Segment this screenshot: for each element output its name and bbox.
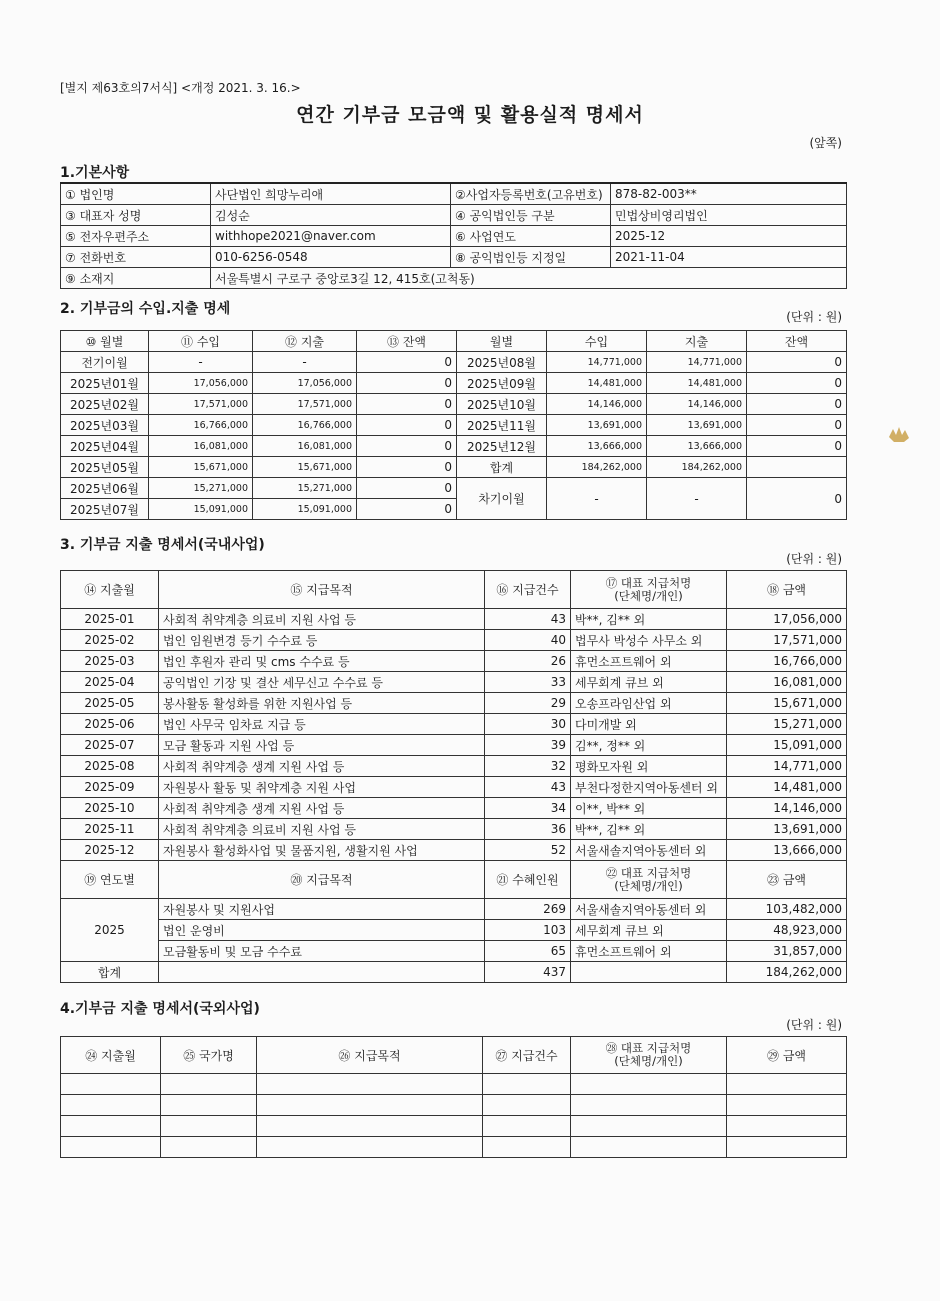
table-cell: 세무회계 큐브 외 xyxy=(571,920,727,941)
table-cell: 14,481,000 xyxy=(647,373,747,394)
empty-cell xyxy=(727,1074,847,1095)
field-label: ① 법인명 xyxy=(61,183,211,205)
carry-cell: - xyxy=(647,478,747,520)
income-expense-table xyxy=(60,330,847,520)
table-cell: 0 xyxy=(747,394,847,415)
field-value: 2025-12 xyxy=(611,226,847,247)
table-cell: 2025-08 xyxy=(61,756,159,777)
table-cell: 17,056,000 xyxy=(149,373,253,394)
empty-cell xyxy=(727,1137,847,1158)
table-cell: 0 xyxy=(357,478,457,499)
table-cell: 13,666,000 xyxy=(727,840,847,861)
overseas-header-row xyxy=(61,1037,847,1074)
table-cell: 0 xyxy=(357,352,457,373)
table-cell: 서울새솔지역아동센터 외 xyxy=(571,899,727,920)
table-cell: 사회적 취약계층 의료비 지원 사업 등 xyxy=(159,819,485,840)
table-cell: 15,671,000 xyxy=(149,457,253,478)
table-cell: 16,081,000 xyxy=(149,436,253,457)
table-cell: 2025년04월 xyxy=(61,436,149,457)
income-row xyxy=(61,373,847,394)
overseas-expense-table xyxy=(60,1036,847,1158)
table-cell: 2025-07 xyxy=(61,735,159,756)
column-header: ⑬ 잔액 xyxy=(357,331,457,352)
table-cell: 15,271,000 xyxy=(253,478,357,499)
table-cell: 43 xyxy=(485,609,571,630)
table-cell: 2025-01 xyxy=(61,609,159,630)
domestic-row xyxy=(61,714,847,735)
table-cell xyxy=(747,457,847,478)
income-row xyxy=(61,415,847,436)
table-cell: 17,571,000 xyxy=(727,630,847,651)
empty-cell xyxy=(61,1095,161,1116)
table-cell: 0 xyxy=(357,457,457,478)
table-cell: 184,262,000 xyxy=(647,457,747,478)
field-value: 2021-11-04 xyxy=(611,247,847,268)
table-cell: 법인 사무국 임차료 지급 등 xyxy=(159,714,485,735)
table-cell: 2025년10월 xyxy=(457,394,547,415)
table-cell: 사회적 취약계층 의료비 지원 사업 등 xyxy=(159,609,485,630)
column-header: 월별 xyxy=(457,331,547,352)
field-label: ⑧ 공익법인등 지정일 xyxy=(451,247,611,268)
field-value: 010-6256-0548 xyxy=(211,247,451,268)
table-cell: 사회적 취약계층 생계 지원 사업 등 xyxy=(159,756,485,777)
field-value: 김성순 xyxy=(211,205,451,226)
domestic-row xyxy=(61,672,847,693)
domestic-header-row xyxy=(61,861,847,899)
table-cell: 13,666,000 xyxy=(547,436,647,457)
table-cell: 14,481,000 xyxy=(547,373,647,394)
basic-info-table xyxy=(60,182,847,289)
table-cell: 전기이월 xyxy=(61,352,149,373)
table-cell: 2025년08월 xyxy=(457,352,547,373)
empty-cell xyxy=(61,1074,161,1095)
table-cell: 15,671,000 xyxy=(727,693,847,714)
overseas-unit: (단위 : 원) xyxy=(786,1018,842,1032)
domestic-row xyxy=(61,609,847,630)
field-value: withhope2021@naver.com xyxy=(211,226,451,247)
table-cell: 2025-11 xyxy=(61,819,159,840)
domestic-row xyxy=(61,777,847,798)
field-label: ⑥ 사업연도 xyxy=(451,226,611,247)
column-header: ㉑ 수혜인원 xyxy=(485,861,571,899)
basic-info-row xyxy=(61,205,847,226)
table-cell: 36 xyxy=(485,819,571,840)
overseas-empty-row xyxy=(61,1116,847,1137)
empty-cell xyxy=(571,1074,727,1095)
page-side-label: (앞쪽) xyxy=(809,136,842,150)
table-cell: 2025-09 xyxy=(61,777,159,798)
table-cell: 0 xyxy=(747,352,847,373)
table-cell: 17,571,000 xyxy=(253,394,357,415)
table-cell: 자원봉사 활동 및 취약계층 지원 사업 xyxy=(159,777,485,798)
table-cell: 39 xyxy=(485,735,571,756)
table-cell: 15,091,000 xyxy=(727,735,847,756)
empty-cell xyxy=(257,1095,483,1116)
table-cell: 다미개발 외 xyxy=(571,714,727,735)
empty-cell xyxy=(61,1137,161,1158)
table-cell: 15,091,000 xyxy=(149,499,253,520)
table-cell: 40 xyxy=(485,630,571,651)
table-cell: 법무사 박성수 사무소 외 xyxy=(571,630,727,651)
field-label: ⑦ 전화번호 xyxy=(61,247,211,268)
empty-cell xyxy=(483,1095,571,1116)
column-header xyxy=(571,571,727,609)
table-cell: 공익법인 기장 및 결산 세무신고 수수료 등 xyxy=(159,672,485,693)
column-header: ⑲ 연도별 xyxy=(61,861,159,899)
table-cell: 0 xyxy=(747,373,847,394)
basic-info-row xyxy=(61,247,847,268)
table-cell: 2025-05 xyxy=(61,693,159,714)
domestic-row xyxy=(61,735,847,756)
empty-cell xyxy=(727,1116,847,1137)
table-cell: 17,056,000 xyxy=(727,609,847,630)
column-header: ⑳ 지급목적 xyxy=(159,861,485,899)
overseas-empty-row xyxy=(61,1137,847,1158)
table-cell: 김**, 정** 외 xyxy=(571,735,727,756)
empty-cell xyxy=(483,1137,571,1158)
table-cell: 48,923,000 xyxy=(727,920,847,941)
table-cell: - xyxy=(149,352,253,373)
income-header-row xyxy=(61,331,847,352)
domestic-row xyxy=(61,756,847,777)
table-cell: 2025-06 xyxy=(61,714,159,735)
table-cell: 2025년06월 xyxy=(61,478,149,499)
table-cell: 0 xyxy=(357,499,457,520)
table-cell: 32 xyxy=(485,756,571,777)
column-header: ⑭ 지출월 xyxy=(61,571,159,609)
column-header: ⑮ 지급목적 xyxy=(159,571,485,609)
domestic-row xyxy=(61,693,847,714)
column-header xyxy=(571,1037,727,1074)
column-header: ㉗ 지급건수 xyxy=(483,1037,571,1074)
table-cell: 13,691,000 xyxy=(547,415,647,436)
column-header: 수입 xyxy=(547,331,647,352)
domestic-year-row xyxy=(61,899,847,920)
table-cell: 15,671,000 xyxy=(253,457,357,478)
carry-cell: - xyxy=(547,478,647,520)
empty-cell xyxy=(257,1074,483,1095)
column-header: ㉓ 금액 xyxy=(727,861,847,899)
table-cell: 14,481,000 xyxy=(727,777,847,798)
field-label: ③ 대표자 성명 xyxy=(61,205,211,226)
table-cell: 법인 후원자 관리 및 cms 수수료 등 xyxy=(159,651,485,672)
empty-cell xyxy=(161,1095,257,1116)
table-cell: 0 xyxy=(747,436,847,457)
basic-info-row xyxy=(61,226,847,247)
table-cell: 2025년01월 xyxy=(61,373,149,394)
table-cell: 평화모자원 외 xyxy=(571,756,727,777)
table-cell: 모금활동비 및 모금 수수료 xyxy=(159,941,485,962)
field-label: ②사업자등록번호(고유번호) xyxy=(451,183,611,205)
table-cell: 박**, 김** 외 xyxy=(571,609,727,630)
basic-info-row xyxy=(61,183,847,205)
column-header: ⑩ 월별 xyxy=(61,331,149,352)
table-cell: 14,771,000 xyxy=(647,352,747,373)
table-cell: 자원봉사 활성화사업 및 물품지원, 생활지원 사업 xyxy=(159,840,485,861)
income-row xyxy=(61,436,847,457)
table-cell xyxy=(571,962,727,983)
table-cell: 30 xyxy=(485,714,571,735)
document-title: 연간 기부금 모금액 및 활용실적 명세서 xyxy=(296,104,644,126)
section-income-heading: 2. 기부금의 수입.지출 명세 xyxy=(60,301,231,317)
table-cell: - xyxy=(253,352,357,373)
table-cell: 13,691,000 xyxy=(647,415,747,436)
table-cell: 15,271,000 xyxy=(727,714,847,735)
table-cell: 15,271,000 xyxy=(149,478,253,499)
table-cell: 법인 운영비 xyxy=(159,920,485,941)
gold-stamp-mark xyxy=(886,425,912,445)
table-cell: 13,691,000 xyxy=(727,819,847,840)
table-cell: 2025년03월 xyxy=(61,415,149,436)
empty-cell xyxy=(483,1116,571,1137)
table-cell: 16,081,000 xyxy=(727,672,847,693)
domestic-row xyxy=(61,630,847,651)
column-header xyxy=(571,861,727,899)
column-header: ⑪ 수입 xyxy=(149,331,253,352)
table-cell: 0 xyxy=(747,415,847,436)
empty-cell xyxy=(257,1137,483,1158)
table-cell: 29 xyxy=(485,693,571,714)
table-cell: 2025-12 xyxy=(61,840,159,861)
table-cell: 14,771,000 xyxy=(727,756,847,777)
table-cell: 14,146,000 xyxy=(547,394,647,415)
column-header: ⑯ 지급건수 xyxy=(485,571,571,609)
table-cell: 2025년12월 xyxy=(457,436,547,457)
table-cell: 17,056,000 xyxy=(253,373,357,394)
domestic-year-row xyxy=(61,941,847,962)
table-cell: 2025년02월 xyxy=(61,394,149,415)
table-cell: 103 xyxy=(485,920,571,941)
table-cell: 13,666,000 xyxy=(647,436,747,457)
domestic-row xyxy=(61,651,847,672)
table-cell: 16,766,000 xyxy=(149,415,253,436)
column-header: 잔액 xyxy=(747,331,847,352)
empty-cell xyxy=(571,1116,727,1137)
domestic-unit: (단위 : 원) xyxy=(786,552,842,566)
table-cell: 2025-02 xyxy=(61,630,159,651)
income-row xyxy=(61,478,847,499)
domestic-year-row xyxy=(61,920,847,941)
table-cell: 모금 활동과 지원 사업 등 xyxy=(159,735,485,756)
domestic-total-row xyxy=(61,962,847,983)
header-line: ㉘ 대표 지급처명 xyxy=(605,1041,692,1055)
table-cell xyxy=(159,962,485,983)
table-cell: 합계 xyxy=(457,457,547,478)
total-amount: 184,262,000 xyxy=(727,962,847,983)
header-line: ⑰ 대표 지급처명 xyxy=(605,575,692,590)
header-line: ㉒ 대표 지급처명 xyxy=(605,865,692,880)
carry-cell: 0 xyxy=(747,478,847,520)
table-cell: 자원봉사 및 지원사업 xyxy=(159,899,485,920)
total-label: 합계 xyxy=(61,962,159,983)
table-cell: 2025년05월 xyxy=(61,457,149,478)
table-cell: 휴먼소프트웨어 외 xyxy=(571,651,727,672)
field-value: 878-82-003** xyxy=(611,183,847,205)
form-reference: [별지 제63호의7서식] <개정 2021. 3. 16.> xyxy=(60,81,301,95)
table-cell: 26 xyxy=(485,651,571,672)
empty-cell xyxy=(571,1095,727,1116)
domestic-row xyxy=(61,840,847,861)
empty-cell xyxy=(483,1074,571,1095)
empty-cell xyxy=(161,1137,257,1158)
income-unit: (단위 : 원) xyxy=(786,310,842,324)
section-domestic-heading: 3. 기부금 지출 명세서(국내사업) xyxy=(60,537,265,553)
domestic-row xyxy=(61,798,847,819)
field-value: 민법상비영리법인 xyxy=(611,205,847,226)
section-basic-heading: 1.기본사항 xyxy=(60,165,130,181)
table-cell: 31,857,000 xyxy=(727,941,847,962)
column-header: ⑫ 지출 xyxy=(253,331,357,352)
table-cell: 17,571,000 xyxy=(149,394,253,415)
table-cell: 269 xyxy=(485,899,571,920)
table-cell: 43 xyxy=(485,777,571,798)
domestic-header-row xyxy=(61,571,847,609)
table-cell: 휴먼소프트웨어 외 xyxy=(571,941,727,962)
income-row xyxy=(61,352,847,373)
table-cell: 사회적 취약계층 생계 지원 사업 등 xyxy=(159,798,485,819)
table-cell: 서울새솔지역아동센터 외 xyxy=(571,840,727,861)
table-cell: 0 xyxy=(357,415,457,436)
table-cell: 34 xyxy=(485,798,571,819)
table-cell: 2025년11월 xyxy=(457,415,547,436)
table-cell: 103,482,000 xyxy=(727,899,847,920)
table-cell: 2025-04 xyxy=(61,672,159,693)
table-cell: 0 xyxy=(357,394,457,415)
empty-cell xyxy=(161,1116,257,1137)
column-header: ㉔ 지출월 xyxy=(61,1037,161,1074)
empty-cell xyxy=(61,1116,161,1137)
column-header: 지출 xyxy=(647,331,747,352)
column-header: ⑱ 금액 xyxy=(727,571,847,609)
field-label: ⑤ 전자우편주소 xyxy=(61,226,211,247)
column-header: ㉖ 지급목적 xyxy=(257,1037,483,1074)
table-cell: 14,771,000 xyxy=(547,352,647,373)
table-cell: 14,146,000 xyxy=(727,798,847,819)
domestic-expense-table xyxy=(60,570,847,983)
table-cell: 2025-03 xyxy=(61,651,159,672)
table-cell: 33 xyxy=(485,672,571,693)
address-value: 서울특별시 구로구 중앙로3길 12, 415호(고척동) xyxy=(211,268,847,289)
year-cell: 2025 xyxy=(61,899,159,962)
table-cell: 52 xyxy=(485,840,571,861)
table-cell: 16,766,000 xyxy=(253,415,357,436)
column-header: ㉙ 금액 xyxy=(727,1037,847,1074)
table-cell: 2025-10 xyxy=(61,798,159,819)
field-label: ⑨ 소재지 xyxy=(61,268,211,289)
table-cell: 부천다정한지역아동센터 외 xyxy=(571,777,727,798)
empty-cell xyxy=(161,1074,257,1095)
empty-cell xyxy=(571,1137,727,1158)
income-row xyxy=(61,457,847,478)
table-cell: 박**, 김** 외 xyxy=(571,819,727,840)
section-overseas-heading: 4.기부금 지출 명세서(국외사업) xyxy=(60,1001,260,1017)
overseas-empty-row xyxy=(61,1095,847,1116)
table-cell: 2025년09월 xyxy=(457,373,547,394)
field-label: ④ 공익법인등 구분 xyxy=(451,205,611,226)
empty-cell xyxy=(257,1116,483,1137)
table-cell: 0 xyxy=(357,373,457,394)
table-cell: 봉사활동 활성화를 위한 지원사업 등 xyxy=(159,693,485,714)
header-subline: (단체명/개인) xyxy=(614,878,683,893)
basic-info-row xyxy=(61,268,847,289)
field-value: 사단법인 희망누리애 xyxy=(211,183,451,205)
table-cell: 65 xyxy=(485,941,571,962)
header-subline: (단체명/개인) xyxy=(614,1054,683,1068)
total-count: 437 xyxy=(485,962,571,983)
table-cell: 법인 임원변경 등기 수수료 등 xyxy=(159,630,485,651)
table-cell: 세무회계 큐브 외 xyxy=(571,672,727,693)
empty-cell xyxy=(727,1095,847,1116)
overseas-empty-row xyxy=(61,1074,847,1095)
table-cell: 이**, 박** 외 xyxy=(571,798,727,819)
table-cell: 2025년07월 xyxy=(61,499,149,520)
table-cell: 184,262,000 xyxy=(547,457,647,478)
table-cell: 15,091,000 xyxy=(253,499,357,520)
table-cell: 16,766,000 xyxy=(727,651,847,672)
table-cell: 오송프라임산업 외 xyxy=(571,693,727,714)
domestic-row xyxy=(61,819,847,840)
table-cell: 16,081,000 xyxy=(253,436,357,457)
table-cell: 0 xyxy=(357,436,457,457)
table-cell: 14,146,000 xyxy=(647,394,747,415)
header-subline: (단체명/개인) xyxy=(614,588,683,603)
column-header: ㉕ 국가명 xyxy=(161,1037,257,1074)
carry-cell: 차기이월 xyxy=(457,478,547,520)
income-row xyxy=(61,394,847,415)
